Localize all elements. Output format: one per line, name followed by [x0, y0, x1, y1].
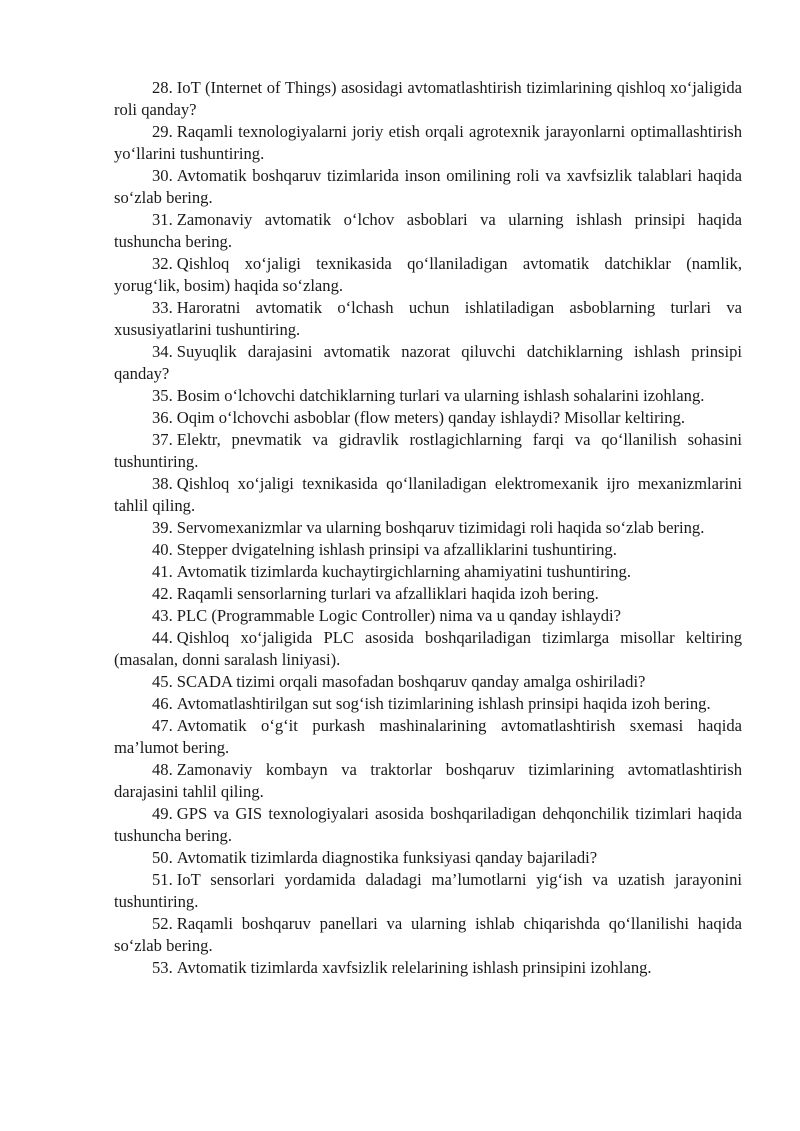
question-item [114, 605, 742, 627]
question-text: Suyuqlik darajasini avtomatik nazorat qiluvchi datchiklarning ishlash prinsipi qanday? [114, 342, 742, 383]
question-text: Raqamli sensorlarning turlari va afzalliklari haqida izoh bering. [176, 584, 599, 603]
question-item [114, 693, 742, 715]
question-text: IoT sensorlari yordamida daladagi ma’lumotlarni yig‘ish va uzatish jarayonini tushuntiring. [114, 870, 742, 911]
question-item [114, 473, 742, 517]
question-number: 47. [152, 716, 173, 735]
question-text: Oqim o‘lchovchi asboblar (flow meters) qanday ishlaydi? Misollar keltiring. [176, 408, 686, 427]
question-number: 53. [152, 958, 173, 977]
question-text: Zamonaviy kombayn va traktorlar boshqaruv tizimlarining avtomatlashtirish darajasini tahlil qiling. [114, 760, 742, 801]
question-number: 36. [152, 408, 173, 427]
question-item [114, 385, 742, 407]
question-number: 32. [152, 254, 173, 273]
question-text: Bosim o‘lchovchi datchiklarning turlari va ularning ishlash sohalarini izohlang. [176, 386, 705, 405]
question-item [114, 715, 742, 759]
question-number: 48. [152, 760, 173, 779]
question-number: 46. [152, 694, 173, 713]
question-item [114, 583, 742, 605]
question-text: Avtomatik tizimlarda diagnostika funksiyasi qanday bajariladi? [176, 848, 598, 867]
question-text: Avtomatik o‘g‘it purkash mashinalarining avtomatlashtirish sxemasi haqida ma’lumot bering. [114, 716, 742, 757]
question-number: 52. [152, 914, 173, 933]
question-text: GPS va GIS texnologiyalari asosida boshqariladigan dehqonchilik tizimlari haqida tushuncha bering. [114, 804, 742, 845]
question-text: Avtomatlashtirilgan sut sog‘ish tizimlarining ishlash prinsipi haqida izoh bering. [176, 694, 711, 713]
question-item [114, 539, 742, 561]
question-text: Stepper dvigatelning ishlash prinsipi va afzalliklarini tushuntiring. [176, 540, 617, 559]
question-item [114, 847, 742, 869]
question-text: Qishloq xo‘jaligi texnikasida qo‘llaniladigan elektromexanik ijro mexanizmlarini tahlil qiling. [114, 474, 742, 515]
question-item [114, 429, 742, 473]
question-item [114, 627, 742, 671]
question-number: 42. [152, 584, 173, 603]
question-text: Avtomatik boshqaruv tizimlarida inson omilining roli va xavfsizlik talablari haqida so‘zlab bering. [114, 166, 742, 207]
question-list [114, 77, 742, 979]
question-item [114, 913, 742, 957]
question-item [114, 297, 742, 341]
question-number: 37. [152, 430, 173, 449]
question-number: 31. [152, 210, 173, 229]
question-text: Qishloq xo‘jaligida PLC asosida boshqariladigan tizimlarga misollar keltiring (masalan, donni saralash liniyasi). [114, 628, 742, 669]
question-item [114, 869, 742, 913]
question-item [114, 561, 742, 583]
question-text: Raqamli boshqaruv panellari va ularning ishlab chiqarishda qo‘llanilishi haqida so‘zlab bering. [114, 914, 742, 955]
question-number: 29. [152, 122, 173, 141]
question-text: Avtomatik tizimlarda kuchaytirgichlarning ahamiyatini tushuntiring. [176, 562, 631, 581]
question-text: IoT (Internet of Things) asosidagi avtomatlashtirish tizimlarining qishloq xo‘jaligida roli qanday? [114, 78, 742, 119]
question-text: Qishloq xo‘jaligi texnikasida qo‘llaniladigan avtomatik datchiklar (namlik, yorug‘lik, bosim) haqida so‘zlang. [114, 254, 742, 295]
question-text: Elektr, pnevmatik va gidravlik rostlagichlarning farqi va qo‘llanilish sohasini tushuntiring. [114, 430, 742, 471]
question-number: 34. [152, 342, 173, 361]
question-number: 40. [152, 540, 173, 559]
question-number: 41. [152, 562, 173, 581]
question-text: SCADA tizimi orqali masofadan boshqaruv qanday amalga oshiriladi? [176, 672, 646, 691]
question-number: 50. [152, 848, 173, 867]
question-text: Servomexanizmlar va ularning boshqaruv tizimidagi roli haqida so‘zlab bering. [176, 518, 705, 537]
question-item [114, 517, 742, 539]
question-item [114, 165, 742, 209]
question-item [114, 121, 742, 165]
question-number: 45. [152, 672, 173, 691]
question-item [114, 803, 742, 847]
question-item [114, 671, 742, 693]
question-item [114, 209, 742, 253]
question-number: 44. [152, 628, 173, 647]
question-item [114, 957, 742, 979]
question-item [114, 253, 742, 297]
question-number: 30. [152, 166, 173, 185]
question-text: Avtomatik tizimlarda xavfsizlik relelarining ishlash prinsipini izohlang. [176, 958, 652, 977]
question-number: 28. [152, 78, 173, 97]
question-item [114, 407, 742, 429]
question-number: 43. [152, 606, 173, 625]
question-number: 49. [152, 804, 173, 823]
question-item [114, 341, 742, 385]
question-number: 39. [152, 518, 173, 537]
question-number: 35. [152, 386, 173, 405]
question-number: 38. [152, 474, 173, 493]
question-text: PLC (Programmable Logic Controller) nima va u qanday ishlaydi? [176, 606, 621, 625]
question-text: Zamonaviy avtomatik o‘lchov asboblari va ularning ishlash prinsipi haqida tushuncha bering. [114, 210, 742, 251]
question-number: 51. [152, 870, 173, 889]
question-item [114, 77, 742, 121]
question-text: Haroratni avtomatik o‘lchash uchun ishlatiladigan asboblarning turlari va xususiyatlarini tushuntiring. [114, 298, 742, 339]
question-item [114, 759, 742, 803]
question-number: 33. [152, 298, 173, 317]
question-text: Raqamli texnologiyalarni joriy etish orqali agrotexnik jarayonlarni optimallashtirish yo‘llarini tushuntiring. [114, 122, 742, 163]
